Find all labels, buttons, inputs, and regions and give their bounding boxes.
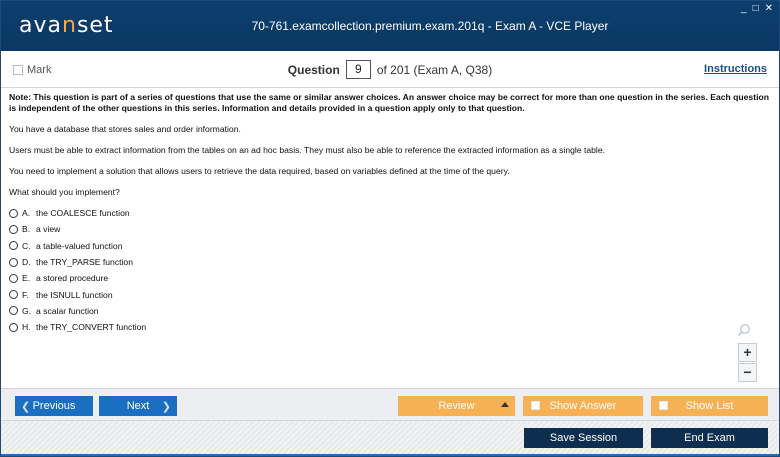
title-bar: [1, 1, 779, 51]
radio-icon: [9, 209, 18, 218]
question-counter: [1, 60, 779, 79]
chevron-right-icon: ❯: [161, 400, 171, 413]
window-controls: [741, 3, 773, 14]
window-title: 70-761.examcollection.premium.exam.201q - Exam A - VCE Player: [251, 19, 609, 33]
question-of-label: of 201 (Exam A, Q38): [376, 62, 493, 77]
next-button[interactable]: Next ❯: [99, 396, 177, 416]
checkbox-icon: [659, 401, 668, 410]
bottom-bar: [1, 420, 779, 456]
answer-choice-b[interactable]: B. a view: [9, 221, 769, 237]
radio-icon: [9, 225, 18, 234]
radio-icon: [9, 290, 18, 299]
answer-choice-c[interactable]: C. a table-valued function: [9, 238, 769, 254]
question-paragraph: Users must be able to extract information from the tables on an ad hoc basis. They must also be able to reference the extracted information as a single table.: [9, 145, 605, 155]
zoom-in-button[interactable]: +: [738, 343, 757, 362]
zoom-out-button[interactable]: −: [738, 363, 757, 382]
previous-button[interactable]: ❮ Previous: [15, 396, 93, 416]
instructions-link[interactable]: Instructions: [704, 63, 767, 75]
close-icon[interactable]: ✕: [764, 3, 773, 14]
question-prompt: What should you implement?: [9, 187, 120, 197]
radio-icon: [9, 258, 18, 267]
question-header: [1, 51, 779, 88]
caret-up-icon: [501, 402, 509, 407]
radio-icon: [9, 274, 18, 283]
radio-icon: [9, 306, 18, 315]
answer-choices: [9, 205, 769, 335]
radio-icon: [9, 323, 18, 332]
minimize-icon[interactable]: _: [741, 3, 747, 14]
question-number-input[interactable]: 9: [346, 60, 371, 79]
chevron-left-icon: ❮: [21, 400, 31, 413]
magnifier-icon: [737, 323, 751, 341]
answer-choice-g[interactable]: G. a scalar function: [9, 303, 769, 319]
show-answer-toggle[interactable]: Show Answer: [523, 396, 643, 416]
question-paragraph: You need to implement a solution that allows users to retrieve the data required, based on variables defined at the time of the query.: [9, 166, 510, 176]
question-label: Question: [287, 62, 340, 77]
mark-label: Mark: [27, 64, 52, 76]
question-content: [9, 89, 769, 387]
save-session-button[interactable]: Save Session: [524, 428, 643, 448]
answer-choice-e[interactable]: E. a stored procedure: [9, 270, 769, 286]
show-list-toggle[interactable]: Show List: [651, 396, 768, 416]
answer-choice-d[interactable]: D. the TRY_PARSE function: [9, 254, 769, 270]
question-paragraph: You have a database that stores sales and order information.: [9, 124, 241, 134]
bottom-divider: [1, 454, 779, 456]
question-note: Note: This question is part of a series of questions that use the same or similar answer choices. An answer choice may be correct for more than one question in the series. Each question is independent of the other questions in this series. Information and details provided in a question apply only to that question.: [9, 92, 769, 113]
end-exam-button[interactable]: End Exam: [651, 428, 768, 448]
checkbox-icon: [531, 401, 540, 410]
review-button[interactable]: Review: [398, 396, 515, 416]
answer-choice-a[interactable]: A. the COALESCE function: [9, 205, 769, 221]
maximize-icon[interactable]: □: [752, 3, 759, 14]
answer-choice-f[interactable]: F. the ISNULL function: [9, 286, 769, 302]
answer-choice-h[interactable]: H. the TRY_CONVERT function: [9, 319, 769, 335]
avanset-logo: avanset: [19, 13, 114, 38]
radio-icon: [9, 241, 18, 250]
navigation-bar: [1, 388, 779, 420]
